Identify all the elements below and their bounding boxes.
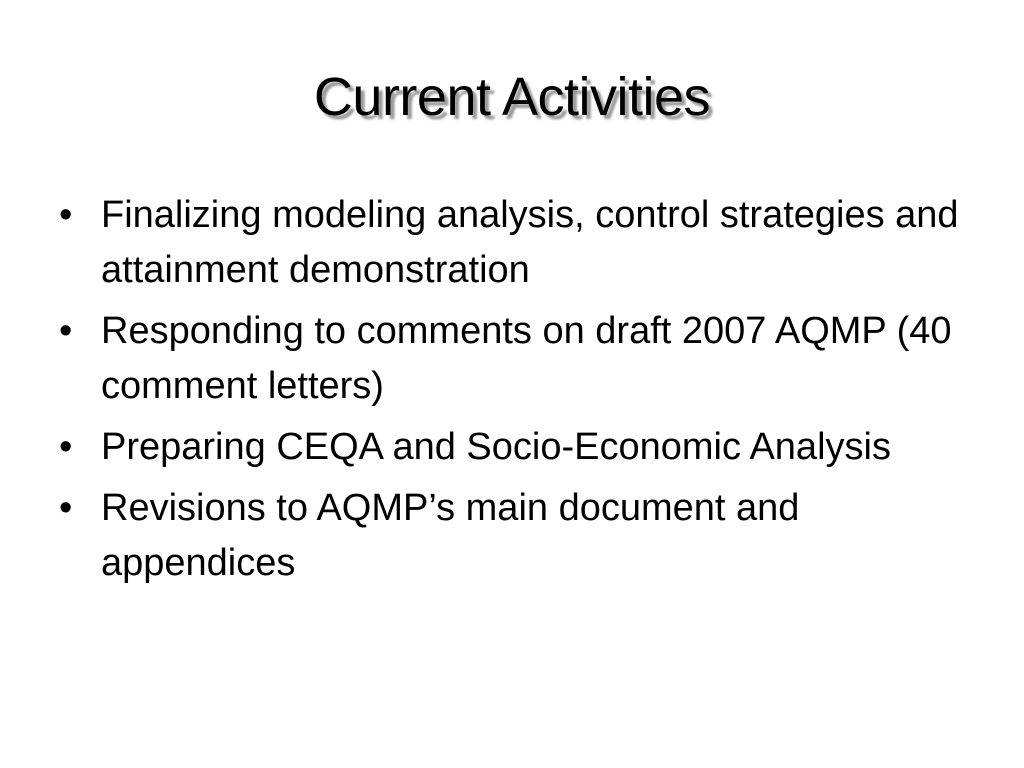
bullet-icon: •: [59, 426, 73, 468]
bullet-text: Finalizing modeling analysis, control strategies and attainment demonstration: [101, 194, 959, 291]
bullet-icon: •: [59, 194, 73, 236]
bullet-text: Preparing CEQA and Socio-Economic Analysis: [101, 426, 891, 468]
list-item: [56, 481, 976, 591]
list-item: [56, 420, 976, 475]
list-item: [56, 188, 976, 298]
bullet-text: Revisions to AQMP’s main document and appendices: [101, 487, 800, 584]
list-item: [56, 304, 976, 414]
slide-title: Current Activities: [313, 67, 711, 127]
bullet-text: Responding to comments on draft 2007 AQMP (40 comment letters): [101, 310, 952, 407]
bullet-icon: •: [59, 310, 73, 352]
bullet-icon: •: [59, 487, 73, 529]
bullet-list: [56, 188, 976, 597]
